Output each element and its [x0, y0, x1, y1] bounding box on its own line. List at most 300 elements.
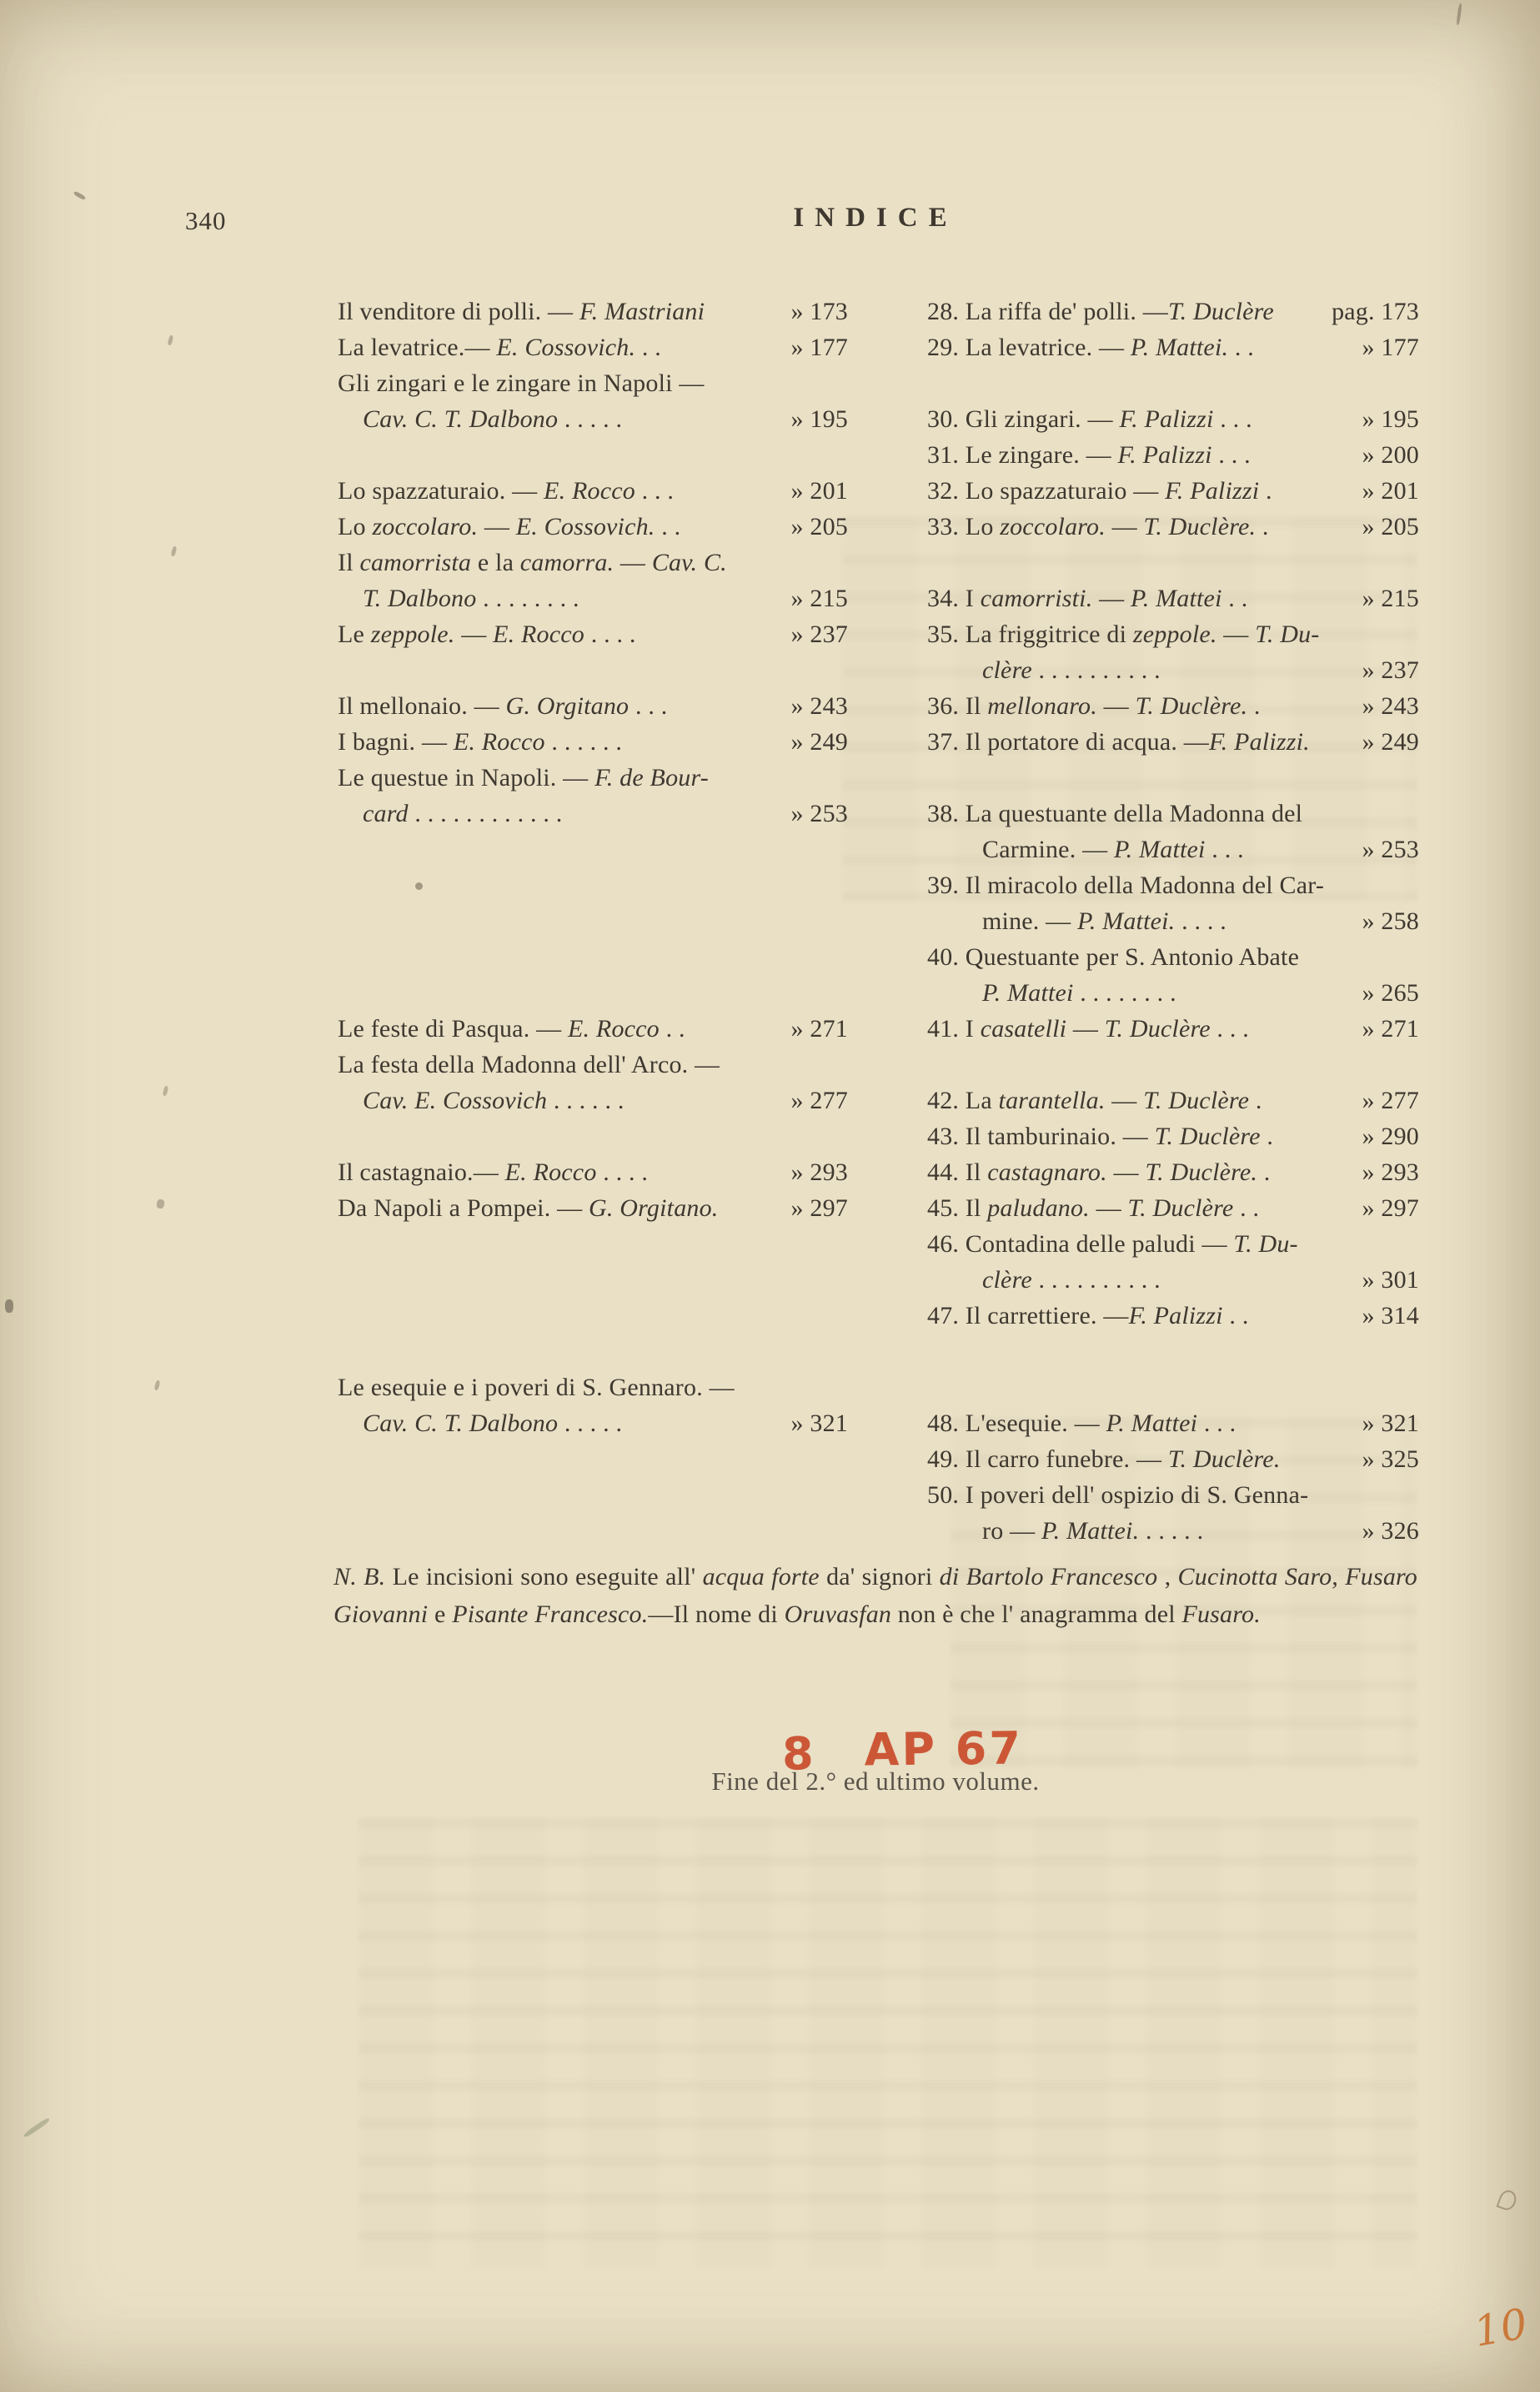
index-entry [338, 1047, 848, 1083]
roman-text: La festa della Madonna dell' Arco. — [338, 1051, 720, 1078]
entry-text [338, 1083, 625, 1118]
roman-text: . [1259, 477, 1272, 505]
roman-text: mine. — [982, 907, 1078, 935]
entry-text [338, 329, 661, 365]
italic-text: F. Palizzi. [1209, 728, 1310, 756]
roman-text: e la [471, 549, 520, 576]
entry-page-ref: » 321 [790, 1410, 848, 1437]
roman-text: Lo spazzaturaio. — [338, 477, 544, 505]
index-entry [927, 939, 1419, 975]
index-entry [338, 545, 848, 580]
roman-text: 33. Lo [927, 513, 1001, 540]
roman-text: non è che l' anagramma del [891, 1601, 1182, 1628]
entry-page-ref: » 326 [1362, 1517, 1419, 1545]
roman-text: Il [338, 549, 360, 576]
index-entry [338, 437, 848, 473]
entry-text [927, 1477, 1308, 1513]
roman-text: — [1066, 1015, 1105, 1043]
entry-page-ref: » 177 [1362, 334, 1419, 361]
index-entry [338, 1190, 848, 1226]
roman-text: Il castagnaio.— [338, 1158, 505, 1186]
italic-text: card [363, 800, 409, 827]
entry-text [927, 509, 1269, 545]
italic-text: N. B. [334, 1563, 386, 1590]
index-entry [927, 1226, 1419, 1262]
italic-text: Pisante Francesco. [452, 1601, 649, 1628]
italic-text: E. Rocco [493, 621, 584, 648]
italic-text: clère [982, 1266, 1032, 1294]
entry-text [338, 580, 579, 616]
italic-text: G. Orgitano. [589, 1194, 719, 1222]
index-entry [338, 760, 848, 796]
entry-page-ref: » 253 [1362, 836, 1419, 863]
entry-page-ref: » 177 [790, 334, 848, 361]
entry-text [338, 473, 674, 509]
entry-text [927, 652, 1161, 688]
entry-page-ref: » 195 [790, 405, 848, 433]
italic-text: E. Cossovich. [515, 513, 655, 540]
index-entry [927, 401, 1419, 437]
entry-text [927, 1405, 1236, 1441]
footnote-paragraph [334, 1558, 1417, 1633]
index-entry [927, 545, 1419, 580]
roman-text: 42. La [927, 1087, 999, 1114]
entry-page-ref: » 258 [1362, 907, 1419, 935]
roman-text: Le questue in Napoli. — [338, 764, 595, 791]
roman-text: . . . [635, 477, 675, 505]
entry-text [927, 580, 1247, 616]
italic-text: Cav. C. [651, 549, 727, 576]
index-entry [338, 401, 848, 437]
roman-text: 28. La riffa de' polli. — [927, 298, 1168, 325]
entry-page-ref: » 215 [1362, 585, 1419, 612]
entry-page-ref: » 237 [1362, 656, 1419, 684]
entry-text [338, 616, 636, 652]
entry-page-ref: » 314 [1362, 1302, 1419, 1329]
stray-ink-mark [1496, 2188, 1518, 2212]
italic-text: T. Duclère [1104, 1015, 1211, 1043]
entry-text [927, 1011, 1249, 1047]
roman-text: — [1216, 621, 1256, 648]
roman-text: — [1096, 692, 1136, 720]
entry-text [338, 1369, 735, 1405]
entry-text [338, 401, 622, 437]
italic-text: E. Rocco [504, 1158, 597, 1186]
roman-text: — [1089, 1194, 1128, 1222]
entry-text [927, 329, 1254, 365]
stamp-number: 8 [781, 1727, 816, 1781]
index-entry [927, 903, 1419, 939]
roman-text: — [1092, 585, 1131, 612]
italic-text: P. Mattei. [1077, 907, 1176, 935]
italic-text: T. Duclère [1167, 298, 1274, 325]
roman-text: . . [1228, 334, 1254, 361]
entry-text [338, 509, 680, 545]
roman-text: — [478, 513, 516, 540]
entry-page-ref: » 237 [790, 621, 848, 648]
roman-text: 41. I [927, 1015, 981, 1043]
roman-text: . . . . . . . . . . [1031, 1266, 1161, 1294]
footnote [334, 1558, 1417, 1633]
entry-text [927, 1262, 1161, 1298]
entry-text [338, 365, 705, 401]
index-entry [338, 365, 848, 401]
entry-page-ref: » 200 [1362, 441, 1419, 469]
index-entry [338, 832, 848, 867]
italic-text: P. Mattei [1114, 836, 1206, 863]
index-entry [927, 1405, 1419, 1441]
roman-text: — [1105, 1087, 1144, 1114]
index-entry [927, 1047, 1419, 1083]
roman-text: Da Napoli a Pompei. — [338, 1194, 589, 1222]
roman-text: . . . . . . . . [476, 585, 579, 612]
index-entry [338, 1118, 848, 1154]
italic-text: camorristi. [980, 585, 1093, 612]
roman-text: . [1247, 692, 1261, 720]
roman-text: 38. La questuante della Madonna del [927, 800, 1303, 827]
index-entry [338, 616, 848, 652]
roman-text: 37. Il portatore di acqua. — [927, 728, 1209, 756]
roman-text: . . . . [596, 1158, 649, 1186]
footnote-text [334, 1563, 1417, 1628]
index-entry [927, 1298, 1419, 1334]
roman-text: — [614, 549, 652, 576]
italic-text: P. Mattei. [1041, 1517, 1140, 1545]
entry-text [927, 1441, 1281, 1477]
roman-text: . . . . . [1139, 1517, 1204, 1545]
index-entry [338, 580, 848, 616]
entry-page-ref: pag. 173 [1332, 298, 1419, 325]
index-entry [338, 509, 848, 545]
entry-text [927, 724, 1310, 760]
entry-page-ref: » 215 [790, 585, 848, 612]
roman-text: 30. Gli zingari. — [927, 405, 1120, 433]
index-entry [338, 1262, 848, 1298]
entry-text [338, 1154, 648, 1190]
roman-text: . . . [1211, 441, 1251, 469]
entry-text [927, 1118, 1273, 1154]
index-entry [338, 939, 848, 975]
italic-text: E. Cossovich. [496, 334, 636, 361]
entry-text [927, 867, 1324, 903]
index-column-left [338, 294, 848, 1549]
entry-page-ref: » 277 [1362, 1087, 1419, 1114]
italic-text: F. Palizzi [1119, 405, 1214, 433]
index-entry [927, 580, 1419, 616]
entry-text [927, 401, 1252, 437]
entry-page-ref: » 205 [790, 513, 848, 540]
index-entry [927, 509, 1419, 545]
roman-text: — [1106, 1158, 1146, 1186]
roman-text: . . . . . . . . . . . . [408, 800, 563, 827]
roman-text: —Il nome di [648, 1601, 785, 1628]
roman-text: 48. L'esequie. — [927, 1410, 1106, 1437]
index-entry [927, 329, 1419, 365]
italic-text: clère [982, 656, 1032, 684]
edge-mark [5, 1299, 13, 1313]
italic-text: tarantella. [998, 1087, 1106, 1114]
index-entry [927, 724, 1419, 760]
roman-text: 46. Contadina delle paludi — [927, 1230, 1234, 1258]
roman-text: 50. I poveri dell' ospizio di S. Genna- [927, 1481, 1309, 1509]
entry-page-ref: » 195 [1362, 405, 1419, 433]
italic-text: E. Rocco [544, 477, 635, 505]
italic-text: T. Duclère [1143, 1087, 1250, 1114]
entry-text [338, 724, 622, 760]
italic-text: P. Mattei [1131, 585, 1222, 612]
italic-text: T. Duclère [1154, 1123, 1261, 1150]
entry-page-ref: » 249 [790, 728, 848, 756]
index-column-right [927, 294, 1419, 1549]
roman-text: 32. Lo spazzaturaio — [927, 477, 1166, 505]
entry-text [927, 1298, 1249, 1334]
page-title: INDICE [793, 203, 958, 233]
entry-page-ref: » 243 [1362, 692, 1419, 720]
italic-text: Cav. C. T. Dalbono [363, 1410, 559, 1437]
roman-text: . [1249, 1087, 1262, 1114]
library-stamp [781, 1721, 1024, 1781]
index-entry [338, 329, 848, 365]
entry-page-ref: » 293 [1362, 1158, 1419, 1186]
entry-text [927, 832, 1244, 867]
margin-mark [168, 335, 174, 346]
italic-text: T. Duclère. [1167, 1445, 1281, 1473]
entry-page-ref: » 205 [1362, 513, 1419, 540]
entry-page-ref: » 271 [790, 1015, 848, 1043]
margin-mark [171, 546, 178, 557]
index-entry [927, 1190, 1419, 1226]
index-entry [338, 688, 848, 724]
index-entry [338, 867, 848, 903]
roman-text: e [428, 1601, 453, 1628]
entry-page-ref: » 271 [1362, 1015, 1419, 1043]
index-entry [927, 1441, 1419, 1477]
margin-mark [154, 1380, 161, 1391]
entry-text [338, 294, 705, 329]
index-entry [927, 760, 1419, 796]
index-entry [927, 1334, 1419, 1369]
roman-text: . . [659, 1015, 685, 1043]
index-entry [927, 616, 1419, 652]
roman-text: Le feste di Pasqua. — [338, 1015, 568, 1043]
entry-page-ref: » 321 [1362, 1410, 1419, 1437]
roman-text: . . . . [1175, 907, 1226, 935]
roman-text: 40. Questuante per S. Antonio Abate [927, 943, 1300, 971]
index-entry [338, 652, 848, 688]
entry-text [927, 975, 1176, 1011]
margin-mark [156, 1199, 165, 1209]
index-entry [927, 1011, 1419, 1047]
entry-text [927, 939, 1299, 975]
roman-text: . . . . [584, 621, 636, 648]
entry-text [338, 796, 563, 832]
entry-text [927, 616, 1320, 652]
roman-text: La levatrice.— [338, 334, 497, 361]
italic-text: zeppole. [1132, 621, 1217, 648]
index-entry [927, 688, 1419, 724]
index-entry [338, 1334, 848, 1369]
entry-text [927, 1083, 1262, 1118]
index-entry [927, 1369, 1419, 1405]
index-entry [927, 294, 1419, 329]
entry-text [927, 688, 1261, 724]
index-entry [927, 1154, 1419, 1190]
entry-page-ref: » 290 [1362, 1123, 1419, 1150]
entry-text [927, 903, 1226, 939]
italic-text: castagnaro. [987, 1158, 1107, 1186]
roman-text: . . . . . [558, 405, 623, 433]
ink-speck [73, 191, 86, 201]
entry-text [338, 1190, 719, 1226]
entry-text [927, 437, 1251, 473]
roman-text: . . . [1213, 405, 1252, 433]
entry-text [338, 688, 667, 724]
roman-text: — [454, 621, 494, 648]
roman-text: . . [1222, 1302, 1249, 1329]
index-entry [338, 1154, 848, 1190]
roman-text: Le incisioni sono eseguite all' [385, 1563, 703, 1590]
roman-text: . [1260, 1123, 1274, 1150]
italic-text: T. Duclère. [1145, 1158, 1258, 1186]
roman-text: . . . . . . [547, 1087, 625, 1114]
italic-text: F. de Bour- [594, 764, 709, 791]
roman-text: Le [338, 621, 371, 648]
italic-text: T. Duclère. [1135, 692, 1248, 720]
roman-text: 31. Le zingare. — [927, 441, 1118, 469]
italic-text: E. Rocco [568, 1015, 660, 1043]
roman-text: . . . [1205, 836, 1244, 863]
italic-text: P. Mattei. [1130, 334, 1229, 361]
index-entry [927, 832, 1419, 867]
italic-text: T. Du- [1233, 1230, 1298, 1258]
italic-text: Fusaro. [1181, 1601, 1261, 1628]
roman-text: . . . . . . [544, 728, 623, 756]
index-entry [338, 1405, 848, 1441]
roman-text: 35. La friggitrice di [927, 621, 1133, 648]
italic-text: Cav. E. Cossovich [363, 1087, 548, 1114]
roman-text: . . [655, 513, 681, 540]
index-entry [927, 1118, 1419, 1154]
roman-text: Il venditore di polli. — [338, 298, 579, 325]
roman-text: da' signori [819, 1563, 940, 1590]
italic-text: T. Du- [1255, 621, 1320, 648]
index-entry [927, 365, 1419, 401]
entry-text [338, 545, 727, 580]
italic-text: E. Rocco [453, 728, 545, 756]
entry-page-ref: » 297 [790, 1194, 848, 1222]
italic-text: zeppole. [370, 621, 455, 648]
index-entry [927, 796, 1419, 832]
entry-text [927, 294, 1274, 329]
entry-text [927, 1513, 1203, 1549]
italic-text: F. Mastriani [579, 298, 705, 325]
index-entry [338, 1011, 848, 1047]
page-number: 340 [185, 206, 227, 235]
roman-text: Carmine. — [982, 836, 1115, 863]
index-entry [338, 796, 848, 832]
roman-text: . . . [1197, 1410, 1237, 1437]
entry-text [338, 1405, 622, 1441]
roman-text: I bagni. — [338, 728, 454, 756]
index-entry [927, 975, 1419, 1011]
italic-text: di Bartolo Francesco [939, 1563, 1158, 1590]
roman-text: . [1256, 513, 1269, 540]
colophon-line: Fine del 2.° ed ultimo volume. [711, 1766, 1040, 1796]
roman-text: Le esequie e i poveri di S. Gennaro. — [338, 1374, 735, 1401]
italic-text: T. Dalbono [363, 585, 477, 612]
roman-text: 45. Il [927, 1194, 988, 1222]
entry-text [338, 1011, 685, 1047]
entry-page-ref: » 325 [1362, 1445, 1419, 1473]
entry-page-ref: » 297 [1362, 1194, 1419, 1222]
italic-text: Cav. C. T. Dalbono [363, 405, 559, 433]
roman-text: . . . . . [558, 1410, 623, 1437]
roman-text: . . . [1210, 1015, 1249, 1043]
bleed-through-text [359, 1818, 1417, 2269]
index-entry [338, 1477, 848, 1513]
index-entry [338, 975, 848, 1011]
italic-text: F. Palizzi [1128, 1302, 1223, 1329]
index-entry [927, 437, 1419, 473]
index-entry [338, 724, 848, 760]
italic-text: P. Mattei [982, 979, 1074, 1007]
entry-text [927, 796, 1302, 832]
italic-text: camorrista [359, 549, 472, 576]
index-entry [338, 1513, 848, 1549]
italic-text: zoccolaro. [372, 513, 479, 540]
index-entry [927, 1083, 1419, 1118]
entry-text [927, 1226, 1298, 1262]
roman-text: . . . . . . . . [1073, 979, 1176, 1007]
handwritten-number: 10 [1470, 2299, 1532, 2357]
edge-mark [1456, 3, 1462, 25]
index-entry [338, 1369, 848, 1405]
roman-text: 36. Il [927, 692, 988, 720]
italic-text: paludano. [987, 1194, 1090, 1222]
italic-text: acqua forte [702, 1563, 820, 1590]
roman-text: Gli zingari e le zingare in Napoli — [338, 369, 705, 397]
italic-text: mellonaro. [987, 692, 1097, 720]
roman-text: 47. Il carrettiere. — [927, 1302, 1129, 1329]
italic-text: T. Duclère. [1143, 513, 1257, 540]
entry-page-ref: » 201 [790, 477, 848, 505]
roman-text: 29. La levatrice. — [927, 334, 1131, 361]
roman-text: . [1257, 1158, 1271, 1186]
index-entry [338, 473, 848, 509]
italic-text: Cucinotta Saro, Fusaro Giovanni [334, 1563, 1417, 1628]
roman-text: 34. I [927, 585, 981, 612]
roman-text: ro — [982, 1517, 1041, 1545]
edge-mark [23, 2117, 51, 2138]
roman-text: 49. Il carro funebre. — [927, 1445, 1168, 1473]
index-entry [927, 1262, 1419, 1298]
entry-page-ref: » 293 [790, 1158, 848, 1186]
entry-page-ref: » 301 [1362, 1266, 1419, 1294]
italic-text: F. Palizzi [1165, 477, 1260, 505]
entry-text [338, 760, 709, 796]
margin-mark [163, 1086, 169, 1097]
entry-page-ref: » 265 [1362, 979, 1419, 1007]
italic-text: Oruvasfan [784, 1601, 892, 1628]
italic-text: F. Palizzi [1117, 441, 1212, 469]
index-entry [338, 294, 848, 329]
roman-text: 39. Il miracolo della Madonna del Car- [927, 872, 1325, 899]
roman-text: . . . [629, 692, 668, 720]
index-entry [338, 903, 848, 939]
entry-page-ref: » 173 [790, 298, 848, 325]
italic-text: P. Mattei [1106, 1410, 1198, 1437]
roman-text: . . [1221, 585, 1248, 612]
